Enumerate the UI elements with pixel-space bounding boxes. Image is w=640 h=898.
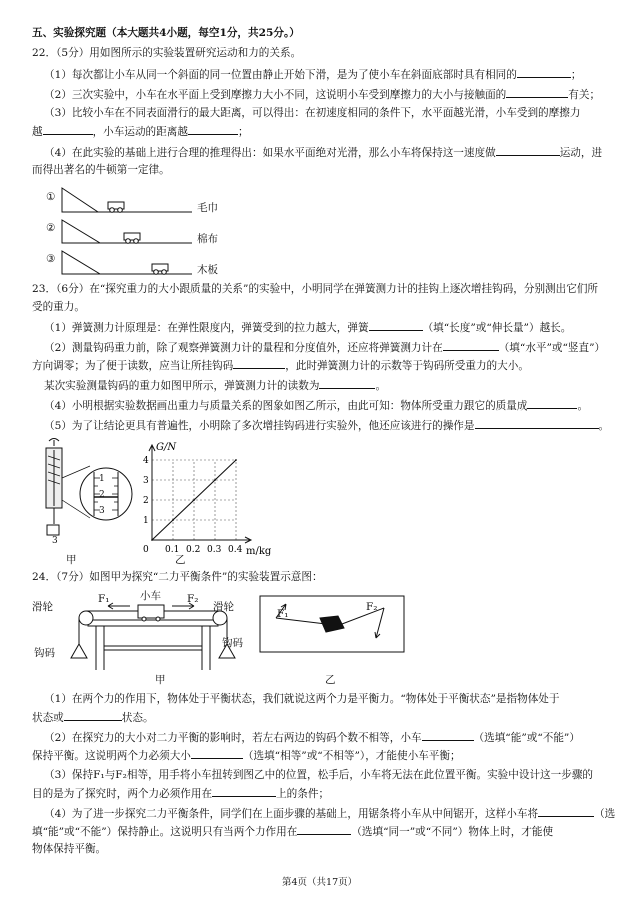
surface-wood: 木板 <box>197 264 218 276</box>
q22-part3-cont: 越 ，小车运动的距离越 ； <box>32 126 249 138</box>
left-weight-icon <box>71 644 87 658</box>
q22-part4: （4）在此实验的基础上进行合理的推理得出：如果水平面绝对光滑，那么小车将保持这一速度做 运动，进 <box>44 147 603 159</box>
q23-part2-cont: 方向调零；为了便于读数，应当让所挂钩码 ，此时弹簧测力计的示数等于钩码所受重力的大小。 <box>32 360 529 372</box>
y-tick-label: 3 <box>143 476 149 486</box>
q22-part2: （2）三次实验中，小车在水平面上受到摩擦力大小不同，这说明小车受到摩擦力的大小与接触面的 有关； <box>44 89 601 101</box>
section-title: 五、实验探究题（本大题共4小题，每空1分，共25分。） <box>32 27 300 39</box>
q24-head: 24．（7分）如图甲为探究“二力平衡条件”的实验装置示意图： <box>32 571 323 583</box>
f1-arrow <box>108 603 130 609</box>
answer-blank[interactable] <box>319 378 375 389</box>
q23-part2: （2）测量钩码重力前，除了观察弹簧测力计的量程和分度值外，还应将弹簧测力计在 （填“水平”或“竖直”） <box>44 342 606 354</box>
answer-blank[interactable] <box>538 806 594 817</box>
surface-towel: 毛巾 <box>197 202 218 214</box>
scale-mark-1: 1 <box>99 474 105 484</box>
y-tick-label: 1 <box>143 516 149 526</box>
q23-part5: （5）为了让结论更具有普遍性，小明除了多次增挂钩码进行实验外，他还应该进行的操作是 。 <box>44 420 610 432</box>
answer-blank[interactable] <box>496 145 560 156</box>
y-axis-label: G/N <box>156 442 177 453</box>
q23-head: 23．（6分）在“探究重力的大小跟质量的关系”的实验中，小明同学在弹簧测力计的挂钩上逐次增挂钩码，分别测出它们所 <box>32 283 599 295</box>
fig-jia-label: 甲 <box>66 554 77 566</box>
x-axis-label: m/kg <box>246 546 272 557</box>
answer-blank[interactable] <box>64 710 122 721</box>
gravity-mass-chart <box>130 440 280 560</box>
x-tick-label: 0.2 <box>186 545 201 555</box>
answer-blank[interactable] <box>369 320 423 331</box>
data-point <box>214 479 216 481</box>
answer-blank[interactable] <box>188 124 238 135</box>
q24-part2-cont: 保持平衡。这说明两个力必须大小 （选填“相等”或“不相等”），才能使小车平衡； <box>32 750 461 762</box>
q24-part3-cont: 目的是为了探究时，两个力必须作用在 上的条件； <box>32 788 330 800</box>
data-point <box>193 499 195 501</box>
car-label: 小车 <box>140 590 161 602</box>
q23-part4: （4）小明根据实验数据画出重力与质量关系的图象如图乙所示，由此可知：物体所受重力跟它的质量成 。 <box>44 400 589 412</box>
x-tick-label: 0.3 <box>207 545 222 555</box>
q22-head: 22．（5分）用如图所示的实验装置研究运动和力的关系。 <box>32 47 302 59</box>
left-pulley-label: 滑轮 <box>32 601 53 613</box>
surface-cotton: 棉布 <box>197 233 218 245</box>
y-tick-label: 2 <box>143 496 149 506</box>
data-point <box>151 539 153 541</box>
answer-blank[interactable] <box>443 340 499 351</box>
q24-part4-end: 物体保持平衡。 <box>32 843 107 855</box>
data-point <box>172 519 174 521</box>
page-footer: 第4页（共17页） <box>282 877 358 888</box>
cart-icon <box>138 605 164 618</box>
answer-blank[interactable] <box>527 398 577 409</box>
fig-yi-f1-label: F₁ <box>277 608 289 620</box>
fig-yi-label: 乙 <box>325 674 336 686</box>
right-pulley-label: 滑轮 <box>213 601 234 613</box>
q24-part4-cont: 填“能”或“不能”）保持静止。这说明只有当两个力作用在 （选填“同一”或“不同”）物体上时，才能使 <box>32 826 554 838</box>
answer-blank[interactable] <box>422 730 474 741</box>
answer-blank[interactable] <box>212 786 276 797</box>
q24-part1-cont: 状态或 状态。 <box>32 712 154 724</box>
twisted-cart-figure <box>258 594 408 658</box>
x-tick-label: 0.4 <box>228 545 243 555</box>
fig-label-3: ③ <box>46 253 56 265</box>
q23-part3: 某次实验测量钩码的重力如图甲所示，弹簧测力计的读数为 。 <box>44 380 387 392</box>
fig-label-1: ① <box>46 191 56 203</box>
y-tick-label: 4 <box>143 456 149 466</box>
left-pulley-icon <box>79 611 93 625</box>
answer-blank[interactable] <box>517 67 571 78</box>
magnifier-circle <box>80 468 132 520</box>
weight-label: 3 <box>52 536 58 546</box>
q24-part4: （4）为了进一步探究二力平衡条件，同学们在上面步骤的基础上，用锯条将小车从中间锯开，这样小车将 （选 <box>44 808 616 820</box>
q23-head-cont: 受的重力。 <box>32 301 85 313</box>
fig-yi-label: 乙 <box>175 554 186 566</box>
ramp-diagram <box>58 180 258 290</box>
weight-block <box>47 525 59 535</box>
right-weight-label: 钩码 <box>222 637 243 649</box>
q22-part1: （1）每次都让小车从同一个斜面的同一位置由静止开始下滑，是为了使小车在斜面底部时具有相同的 ； <box>44 69 582 81</box>
q23-part1: （1）弹簧测力计原理是：在弹性限度内，弹簧受到的拉力越大，弹簧 （填“长度”或“伸长量”）越长。 <box>44 322 572 334</box>
hook-icon <box>49 439 59 447</box>
q24-part3: （3）保持F₁与F₂相等，用手将小车扭转到图乙中的位置，松手后，小车将无法在此位置平衡。实验中设计这一步骤的 <box>44 769 594 781</box>
answer-blank[interactable] <box>297 824 351 835</box>
answer-blank[interactable] <box>233 358 285 369</box>
f2-label: F₂ <box>187 593 199 605</box>
answer-blank[interactable] <box>191 748 243 759</box>
spring-scale-figure <box>34 438 134 558</box>
answer-blank[interactable] <box>43 124 93 135</box>
fig-jia-label: 甲 <box>155 674 166 686</box>
data-point <box>235 459 237 461</box>
left-weight-label: 钩码 <box>34 647 55 659</box>
q24-part2: （2）在探究力的大小对二力平衡的影响时，若左右两边的钩码个数不相等，小车 （选填“能”或“不能”） <box>44 732 580 744</box>
q22-part3: （3）比较小车在不同表面滑行的最大距离，可以得出：在初速度相同的条件下，水平面越光滑，小车受到的摩擦力 <box>44 107 581 119</box>
q22-part4-cont: 而得出著名的牛顿第一定律。 <box>32 164 170 176</box>
scale-mark-3: 3 <box>99 506 105 516</box>
x-tick-label: 0 <box>143 545 149 555</box>
fig-yi-f2-label: F₂ <box>366 601 378 613</box>
scale-mark-2: 2 <box>99 490 105 500</box>
fig-label-2: ② <box>46 222 56 234</box>
answer-blank[interactable] <box>475 418 599 429</box>
table-top <box>88 620 218 626</box>
f1-label: F₁ <box>98 593 110 605</box>
q24-part1: （1）在两个力的作用下，物体处于平衡状态，我们就说这两个力是平衡力。“物体处于平衡状态”是指物体处于 <box>44 693 560 705</box>
answer-blank[interactable] <box>506 87 568 98</box>
x-tick-label: 0.1 <box>165 545 180 555</box>
